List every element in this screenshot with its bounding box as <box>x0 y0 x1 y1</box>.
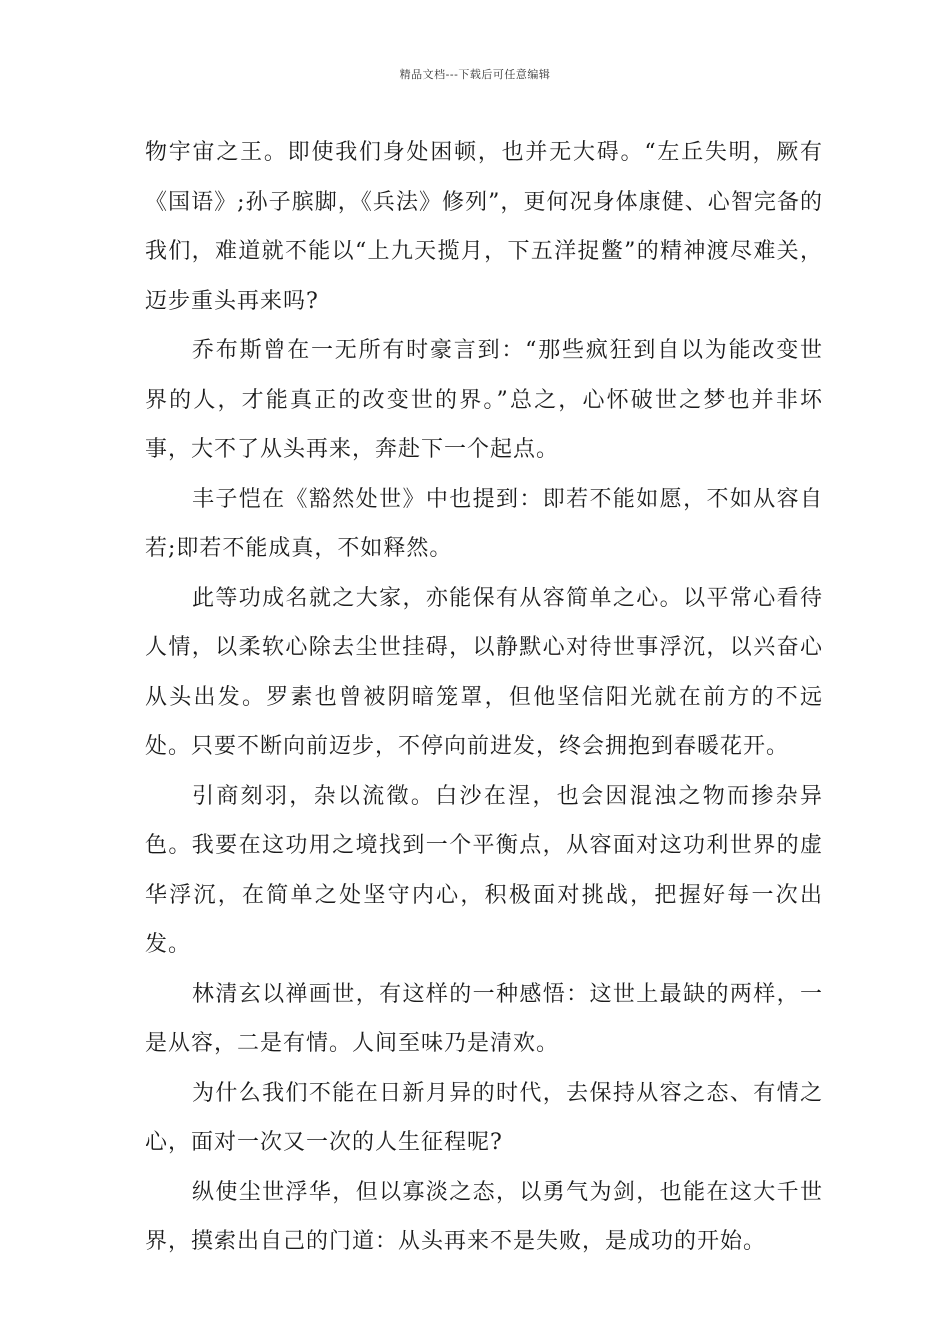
paragraph: 丰子恺在《豁然处世》中也提到：即若不能如愿，不如从容自若;即若不能成真，不如释然。 <box>145 486 823 561</box>
page-header: 精品文档---下载后可任意编辑 <box>399 68 551 81</box>
paragraph: 为什么我们不能在日新月异的时代，去保持从容之态、有情之心，面对一次又一次的人生征程呢? <box>145 1080 823 1155</box>
paragraph: 引商刻羽，杂以流徵。白沙在涅，也会因混浊之物而掺杂异色。我要在这功用之境找到一个平衡点，从容面对这功利世界的虚华浮沉，在简单之处坚守内心，积极面对挑战，把握好每一次出发。 <box>145 783 823 957</box>
paragraph: 林清玄以禅画世，有这样的一种感悟：这世上最缺的两样，一是从容，二是有情。人间至味乃是清欢。 <box>145 981 823 1056</box>
paragraph: 物宇宙之王。即使我们身处困顿，也并无大碍。“左丘失明，厥有《国语》;孙子膑脚，《兵法》修列”，更何况身体康健、心智完备的我们，难道就不能以“上九天揽月，下五洋捉鳖”的精神渡尽难关，迈步重头再来吗? <box>145 140 823 314</box>
document-body <box>145 128 823 1267</box>
paragraph: 纵使尘世浮华，但以寡淡之态，以勇气为剑，也能在这大千世界，摸索出自己的门道：从头再来不是失败，是成功的开始。 <box>145 1179 823 1254</box>
paragraph: 此等功成名就之大家，亦能保有从容简单之心。以平常心看待人情，以柔软心除去尘世挂碍，以静默心对待世事浮沉，以兴奋心从头出发。罗素也曾被阴暗笼罩，但他坚信阳光就在前方的不远处。只要不断向前迈步，不停向前进发，终会拥抱到春暖花开。 <box>145 585 823 759</box>
paragraph: 乔布斯曾在一无所有时豪言到：“那些疯狂到自以为能改变世界的人，才能真正的改变世的界。”总之，心怀破世之梦也并非坏事，大不了从头再来，奔赴下一个起点。 <box>145 338 823 462</box>
